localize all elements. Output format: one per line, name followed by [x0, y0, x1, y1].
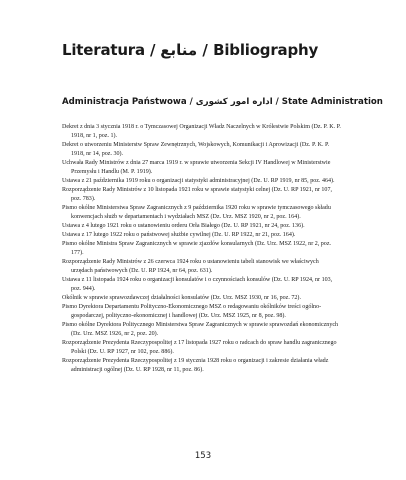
bibliography-entry: Ustawa z 11 listopada 1924 roku o organizacji konsulatów i o czynnościach konsulów (Dz. U. RP 1924, nr 103, poz. 944). — [62, 277, 333, 292]
bibliography-entry: Okólnik w sprawie sprawozdawczej działalności konsulatów (Dz. Urz. MSZ 1930, nr 16, poz. 72). — [62, 295, 301, 301]
bibliography-entry: Rozporządzenie Rady Ministrów z 10 listopada 1921 roku w sprawie statystyki celnej (Dz. U. RP 1921, nr 107, poz. 783). — [62, 187, 332, 202]
page-title: Literatura / منابع / Bibliography — [62, 41, 319, 59]
bibliography-entry: Ustawa z 17 lutego 1922 roku o państwowej służbie cywilnej (Dz. U. RP 1922, nr 21, poz. 164). — [62, 232, 296, 238]
bibliography-entry: Rozporządzenie Prezydenta Rzeczypospolitej z 19 stycznia 1928 roku o organizacji i zakresie działania władz administracji ogólnej (Dz. U. RP 1928, nr 11, poz. 86). — [62, 358, 329, 373]
page-number: 153 — [194, 451, 212, 461]
section-heading: Administracja Państwowa / اداره امور کشوری / State Administration — [62, 97, 383, 107]
bibliography-entry: Ustawa z 4 lutego 1921 roku o ustanowieniu orderu Orła Białego (Dz. U. RP 1921, nr 24, poz. 136). — [62, 223, 305, 229]
bibliography-entry: Pismo okólne Dyrektora Politycznego Ministerstwa Spraw Zagranicznych w sprawie sprawozdań ekonomicznych (Dz. Urz. MSZ 1926, nr 2, poz. 20). — [62, 322, 339, 337]
bibliography-entry: Uchwała Rady Ministrów z dnia 27 marca 1919 r. w sprawie utworzenia Sekcji IV Handlowej w Ministerstwie Przemysłu i Handlu (M. P. 1919). — [62, 160, 331, 175]
bibliography-entry: Rozporządzenie Prezydenta Rzeczypospolitej z 17 listopada 1927 roku o radcach do spraw handlu zagranicznego Polski (Dz. U. RP 1927, nr 102, poz. 886). — [62, 340, 337, 355]
bibliography-entry: Dekret z dnia 3 stycznia 1918 r. o Tymczasowej Organizacji Władz Naczelnych w Królestwie Polskim (Dz. P. K. P. 1918, nr 1, poz. 1). — [62, 124, 341, 139]
bibliography-list — [62, 123, 342, 375]
bibliography-entry: Ustawa z 21 października 1919 roku o organizacji statystyki administracyjnej (Dz. U. RP 1919, nr 85, poz. 464). — [62, 178, 335, 184]
bibliography-entry: Rozporządzenie Rady Ministrów z 26 czerwca 1924 roku o ustanowieniu tabeli stanowisk we właściwych urzędach państwowych (Dz. U. RP 1924, nr 64, poz. 631). — [62, 259, 319, 274]
bibliography-entry: Dekret o utworzeniu Ministerstw Spraw Zewnętrznych, Wojskowych, Komunikacji i Aprowizacji (Dz. P. K. P. 1918, nr 14, poz. 30). — [62, 142, 330, 157]
bibliography-entry: Pismo okólne Ministerstwa Spraw Zagranicznych z 9 października 1920 roku w sprawie tymczasowego składu konwencjach służb w departamentach i wydziałach MSZ (Dz. Urz. MSZ 1920, nr 2, poz. 164). — [62, 205, 331, 220]
bibliography-entry: Pismo okólne Ministra Spraw Zagranicznych w sprawie zjazdów konsularnych (Dz. Urz. MSZ 1922, nr 2, poz. 177). — [62, 241, 332, 256]
bibliography-entry: Pismo Dyrektora Departamentu Polityczno-Ekonomicznego MSZ o redagowaniu okólników treści ogólno-gospodarczej, polityczno-ekonomicznej i handlowej (Dz. Urz. MSZ 1925, nr 8, poz. 98). — [62, 304, 322, 319]
